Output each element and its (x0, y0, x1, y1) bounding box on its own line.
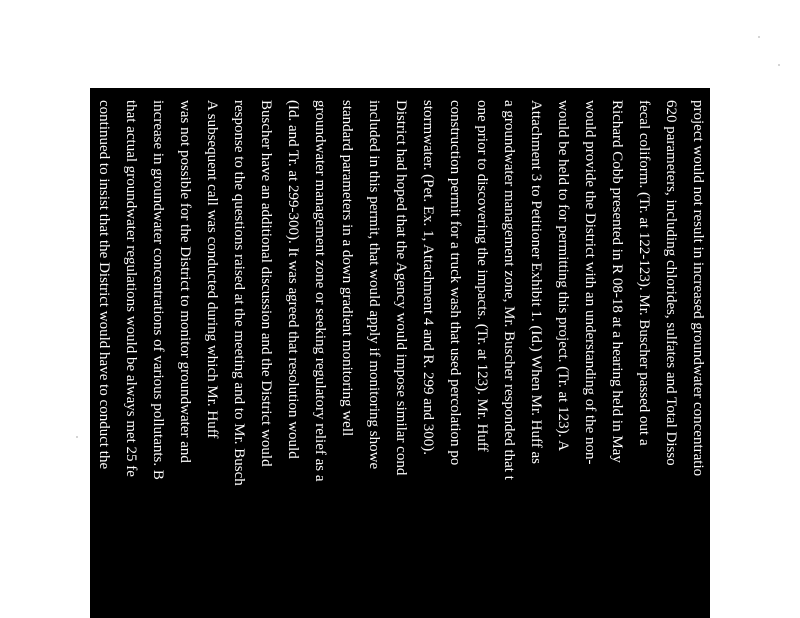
text-line: construction permit for a truck wash that used percolation po (447, 100, 463, 466)
text-line: 620 parameters, including chlorides, sulfates and Total Disso (663, 100, 679, 466)
text-line: continued to insist that the District would have to conduct the (96, 100, 112, 470)
text-line: would be held to for permitting this project. (Tr. at 123). A (555, 100, 571, 452)
text-line: increase in groundwater concentrations of various pollutants. B (150, 100, 166, 480)
text-line: (Id. and Tr. at 299-300). It was agreed that resolution would (285, 100, 301, 459)
text-line: Attachment 3 to Petitioner Exhibit 1. (Id.) When Mr. Huff as (528, 100, 544, 464)
text-line: included in this permit, that would apply if monitoring showe (366, 100, 382, 470)
scan-speck (778, 64, 780, 66)
text-line: District had hoped that the Agency would impose similar cond (393, 100, 409, 476)
text-line: groundwater management zone or seeking regulatory relief as a (312, 100, 328, 482)
text-line: response to the questions raised at the meeting and to Mr. Busch (231, 100, 247, 486)
text-line: was not possible for the District to monitor groundwater and (177, 100, 193, 463)
text-line: project would not result in increased groundwater concentratio (690, 100, 706, 477)
text-line: stormwater. (Pet. Ex. 1, Attachment 4 and R. 299 and 300). (420, 100, 436, 455)
text-line: Richard Cobb presented in R 08-18 at a hearing held in May (609, 100, 625, 463)
text-line: standard parameters in a down gradient monitoring well (339, 100, 355, 437)
text-line: A subsequent call was conducted during which Mr. Huff (204, 100, 220, 439)
scanned-page (90, 88, 710, 618)
text-line: Buscher have an additional discussion and the District would (258, 100, 274, 467)
scan-speck (758, 36, 760, 38)
text-line: that actual groundwater regulations would be always met 25 fe (123, 100, 139, 477)
text-line: one prior to discovering the impacts. (Tr. at 123). Mr. Huff (474, 100, 490, 452)
scan-speck (76, 436, 78, 438)
text-line: a groundwater management zone, Mr. Buscher responded that t (501, 100, 517, 480)
text-line: fecal coliform. (Tr. at 122-123). Mr. Buscher passed out a (636, 100, 652, 446)
rotated-text-block (90, 88, 710, 618)
text-line: would provide the District with an understanding of the non- (582, 100, 598, 465)
